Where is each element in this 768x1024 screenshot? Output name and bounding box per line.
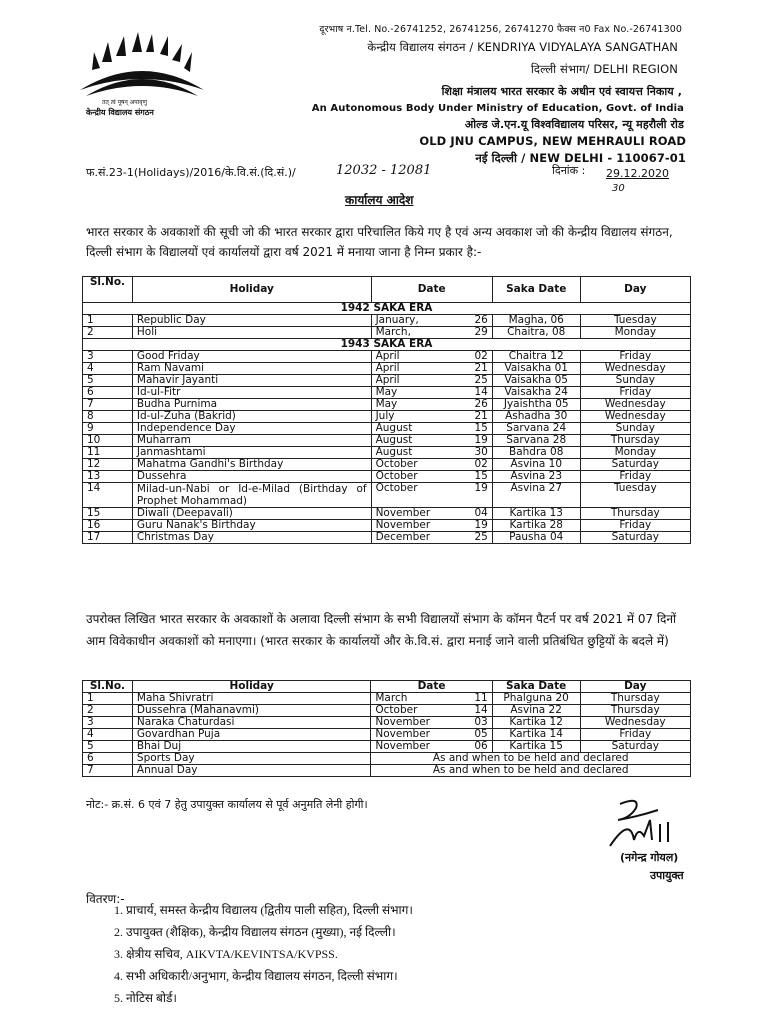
cell-month: April: [371, 363, 470, 375]
cell-weekday: Saturday: [580, 459, 690, 471]
cell-month: October: [371, 483, 470, 508]
cell-weekday: Sunday: [580, 423, 690, 435]
table-row: [83, 705, 691, 717]
cell-saka-date: Sarvana 24: [492, 423, 580, 435]
cell-saka-date: Vaisakha 24: [492, 387, 580, 399]
cell-saka-date: Kartika 15: [492, 741, 580, 753]
city: नई दिल्ली / NEW DELHI - 110067-01: [475, 151, 686, 165]
cell-saka-date: Vaisakha 05: [492, 375, 580, 387]
header-holiday: Holiday: [132, 277, 371, 303]
cell-day-number: 25: [470, 532, 492, 544]
cell-weekday: Saturday: [580, 532, 690, 544]
table-row: [83, 447, 691, 459]
table-row: [83, 765, 691, 777]
header-slno: Sl.No.: [83, 681, 133, 693]
cell-slno: 1: [83, 693, 133, 705]
cell-slno: 10: [83, 435, 133, 447]
table-header-row: [83, 681, 691, 693]
cell-month: August: [371, 447, 470, 459]
handwritten-number: 12032 - 12081: [336, 163, 432, 178]
note: नोट:- क्र.सं. 6 एवं 7 हेतु उपायुक्त कार्यालय से पूर्व अनुमति लेनी होगी।: [86, 798, 368, 811]
cell-month: April: [371, 375, 470, 387]
cell-slno: 12: [83, 459, 133, 471]
kvs-logo: [72, 32, 212, 122]
cell-day-number: 26: [470, 315, 492, 327]
header-slno: Sl.No.: [83, 277, 133, 303]
cell-saka-date: Jyaishtha 05: [492, 399, 580, 411]
cell-holiday: Dussehra (Mahanavmi): [132, 705, 370, 717]
cell-slno: 6: [83, 753, 133, 765]
cell-slno: 11: [83, 447, 133, 459]
org-name: केन्द्रीय विद्यालय संगठन / KENDRIYA VIDYALAYA SANGATHAN: [367, 40, 678, 54]
table-row: [83, 508, 691, 520]
cell-weekday: Thursday: [580, 693, 690, 705]
cell-day-number: 26: [470, 399, 492, 411]
cell-day-number: 14: [470, 387, 492, 399]
cell-weekday: Monday: [580, 447, 690, 459]
cell-holiday: Ram Navami: [132, 363, 371, 375]
cell-holiday: Mahavir Jayanti: [132, 375, 371, 387]
era-label: 1943 SAKA ERA: [83, 339, 691, 351]
logo-tagline: तत् त्वं पूषन् अपावृणु: [102, 99, 147, 106]
cell-month: March: [371, 693, 470, 705]
cell-holiday: Independence Day: [132, 423, 371, 435]
holiday-table-2: [82, 680, 691, 777]
header-holiday: Holiday: [132, 681, 370, 693]
table-row: [83, 375, 691, 387]
ministry-en: An Autonomous Body Under Ministry of Education, Govt. of India: [311, 103, 684, 114]
distribution-item: 2. उपायुक्त (शैक्षिक), केन्द्रीय विद्यालय संगठन (मुख्या), नई दिल्ली।: [126, 924, 686, 940]
cell-month: April: [371, 351, 470, 363]
cell-saka-date: Magha, 06: [492, 315, 580, 327]
table-row: [83, 363, 691, 375]
cell-saka-date: Pausha 04: [492, 532, 580, 544]
cell-holiday: Muharram: [132, 435, 371, 447]
cell-saka-date: Vaisakha 01: [492, 363, 580, 375]
cell-slno: 13: [83, 471, 133, 483]
cell-slno: 3: [83, 717, 133, 729]
cell-month: November: [371, 729, 470, 741]
cell-day-number: 06: [470, 741, 492, 753]
cell-saka-date: Kartika 28: [492, 520, 580, 532]
cell-slno: 16: [83, 520, 133, 532]
cell-holiday: Id-ul-Fitr: [132, 387, 371, 399]
cell-day-number: 04: [470, 508, 492, 520]
date-label: दिनांक :: [552, 164, 586, 177]
cell-holiday: Annual Day: [132, 765, 370, 777]
cell-month: November: [371, 520, 470, 532]
distribution-item: 3. क्षेत्रीय सचिव, AIKVTA/KEVINTSA/KVPSS.: [126, 946, 686, 962]
cell-month: May: [371, 399, 470, 411]
cell-holiday: Milad-un-Nabi or Id-e-Milad (Birthday of Prophet Mohammad): [132, 483, 371, 508]
header-day: Day: [580, 277, 690, 303]
cell-weekday: Friday: [580, 520, 690, 532]
cell-saka-date: Asvina 22: [492, 705, 580, 717]
date-value: 29.12.2020: [606, 167, 669, 180]
header-saka-date: Saka Date: [492, 681, 580, 693]
cell-weekday: Friday: [580, 471, 690, 483]
signatory-name: (नगेन्द्र गोयल): [620, 851, 679, 864]
cell-day-number: 19: [470, 520, 492, 532]
table-row: [83, 387, 691, 399]
cell-slno: 4: [83, 363, 133, 375]
table-row: [83, 520, 691, 532]
sun-emblem-icon: [72, 32, 212, 102]
distribution-item: 1. प्राचार्य, समस्त केन्द्रीय विद्यालय (द्वितीय पाली सहित), दिल्ली संभाग।: [126, 902, 686, 918]
signatory-designation: उपायुक्त: [650, 869, 684, 882]
cell-holiday: Govardhan Puja: [132, 729, 370, 741]
table-row: [83, 459, 691, 471]
cell-day-number: 19: [470, 435, 492, 447]
cell-saka-date: Asvina 27: [492, 483, 580, 508]
cell-weekday: Friday: [580, 387, 690, 399]
cell-day-number: 19: [470, 483, 492, 508]
cell-weekday: Monday: [580, 327, 690, 339]
era-label: 1942 SAKA ERA: [83, 303, 691, 315]
cell-day-number: 05: [470, 729, 492, 741]
cell-weekday: Wednesday: [580, 363, 690, 375]
cell-holiday: Guru Nanak's Birthday: [132, 520, 371, 532]
cell-slno: 7: [83, 765, 133, 777]
era-row: [83, 303, 691, 315]
cell-day-number: 21: [470, 411, 492, 423]
cell-weekday: Thursday: [580, 705, 690, 717]
cell-saka-date: Asvina 23: [492, 471, 580, 483]
cell-day-number: 02: [470, 351, 492, 363]
cell-holiday: Mahatma Gandhi's Birthday: [132, 459, 371, 471]
cell-day-number: 11: [470, 693, 492, 705]
cell-slno: 8: [83, 411, 133, 423]
cell-month: November: [371, 717, 470, 729]
table-row: [83, 471, 691, 483]
table-row: [83, 315, 691, 327]
cell-day-number: 30: [470, 447, 492, 459]
cell-saka-date: Kartika 13: [492, 508, 580, 520]
table-row: [83, 693, 691, 705]
cell-saka-date: Sarvana 28: [492, 435, 580, 447]
cell-slno: 2: [83, 327, 133, 339]
date-note: 30: [612, 183, 625, 194]
cell-weekday: Wednesday: [580, 717, 690, 729]
holiday-table-1: [82, 276, 691, 544]
cell-holiday: Good Friday: [132, 351, 371, 363]
intro-paragraph: भारत सरकार के अवकाशों की सूची जो की भारत सरकार द्वारा परिचालित किये गए है एवं अन्य अवकाश जो की केन्द्रीय विद्यालय संगठन, दिल्ली संभाग के विद्यालयों एवं कार्यालयों द्वारा वर्ष 2021 में मनाया जाना है निम्न प्रकार है:-: [86, 225, 673, 259]
cell-month: October: [371, 459, 470, 471]
table-row: [83, 423, 691, 435]
cell-slno: 15: [83, 508, 133, 520]
address-en: OLD JNU CAMPUS, NEW MEHRAULI ROAD: [419, 134, 686, 148]
cell-month: November: [371, 741, 470, 753]
secondary-paragraph: उपरोक्त लिखित भारत सरकार के अवकाशों के अलावा दिल्ली संभाग के सभी विद्यालयों संभाग के कॉमन पैटर्न पर वर्ष 2021 में 07 दिनों आम विवेकाधीन अवकाशों को मनाएगा। (भारत सरकार के कार्यालयों और के.वि.सं. द्वारा मनाई जाने वाली प्रतिबंधित छुट्टियों के बदले में): [86, 612, 677, 648]
cell-weekday: Wednesday: [580, 399, 690, 411]
table-row: [83, 532, 691, 544]
cell-month: August: [371, 435, 470, 447]
cell-slno: 5: [83, 375, 133, 387]
file-number: फ.सं.23-1(Holidays)/2016/के.वि.सं.(दि.सं.)/: [86, 166, 296, 179]
table-row: [83, 717, 691, 729]
cell-holiday: Sports Day: [132, 753, 370, 765]
cell-saka-date: Ashadha 30: [492, 411, 580, 423]
table-row: [83, 483, 691, 508]
cell-slno: 14: [83, 483, 133, 508]
cell-saka-date: Chaitra 12: [492, 351, 580, 363]
cell-declared-note: As and when to be held and declared: [371, 765, 691, 777]
distribution-item: 5. नोटिस बोर्ड।: [126, 990, 686, 1006]
table-row: [83, 729, 691, 741]
header-date: Date: [371, 681, 492, 693]
distribution-heading: वितरण:-: [86, 892, 125, 906]
cell-holiday: Holi: [132, 327, 371, 339]
header-day: Day: [580, 681, 690, 693]
table-row: [83, 351, 691, 363]
cell-declared-note: As and when to be held and declared: [371, 753, 691, 765]
cell-day-number: 25: [470, 375, 492, 387]
cell-holiday: Christmas Day: [132, 532, 371, 544]
cell-saka-date: Asvina 10: [492, 459, 580, 471]
cell-slno: 9: [83, 423, 133, 435]
cell-holiday: Id-ul-Zuha (Bakrid): [132, 411, 371, 423]
header-date: Date: [371, 277, 492, 303]
region: दिल्ली संभाग/ DELHI REGION: [530, 62, 678, 76]
table-row: [83, 411, 691, 423]
table-row: [83, 741, 691, 753]
cell-saka-date: Kartika 12: [492, 717, 580, 729]
cell-saka-date: Chaitra, 08: [492, 327, 580, 339]
cell-holiday: Bhai Duj: [132, 741, 370, 753]
cell-slno: 7: [83, 399, 133, 411]
cell-month: October: [371, 471, 470, 483]
distribution-item: 4. सभी अधिकारी/अनुभाग, केन्द्रीय विद्यालय संगठन, दिल्ली संभाग।: [126, 968, 686, 984]
cell-day-number: 14: [470, 705, 492, 717]
cell-slno: 2: [83, 705, 133, 717]
cell-day-number: 21: [470, 363, 492, 375]
cell-holiday: Naraka Chaturdasi: [132, 717, 370, 729]
cell-slno: 4: [83, 729, 133, 741]
table-row: [83, 327, 691, 339]
cell-weekday: Thursday: [580, 435, 690, 447]
ministry-hi: शिक्षा मंत्रालय भारत सरकार के अधीन एवं स्वायत्त निकाय ,: [441, 85, 682, 98]
address-hi: ओल्ड जे.एन.यू विश्वविद्यालय परिसर, न्यू महरौली रोड: [464, 118, 684, 131]
cell-month: July: [371, 411, 470, 423]
cell-weekday: Tuesday: [580, 483, 690, 508]
cell-month: January,: [371, 315, 470, 327]
cell-day-number: 15: [470, 423, 492, 435]
cell-holiday: Dussehra: [132, 471, 371, 483]
cell-holiday: Budha Purnima: [132, 399, 371, 411]
header-saka-date: Saka Date: [492, 277, 580, 303]
signature-icon: [600, 796, 690, 856]
cell-holiday: Diwali (Deepavali): [132, 508, 371, 520]
cell-holiday: Republic Day: [132, 315, 371, 327]
logo-name: केन्द्रीय विद्यालय संगठन: [86, 108, 154, 117]
cell-weekday: Friday: [580, 351, 690, 363]
cell-weekday: Saturday: [580, 741, 690, 753]
cell-month: December: [371, 532, 470, 544]
cell-day-number: 15: [470, 471, 492, 483]
cell-saka-date: Bahdra 08: [492, 447, 580, 459]
cell-month: March,: [371, 327, 470, 339]
cell-holiday: Janmashtami: [132, 447, 371, 459]
cell-weekday: Sunday: [580, 375, 690, 387]
era-row: [83, 339, 691, 351]
cell-weekday: Wednesday: [580, 411, 690, 423]
distribution-list: [96, 902, 686, 1012]
cell-month: May: [371, 387, 470, 399]
table-row: [83, 399, 691, 411]
cell-weekday: Tuesday: [580, 315, 690, 327]
cell-slno: 17: [83, 532, 133, 544]
cell-slno: 3: [83, 351, 133, 363]
cell-weekday: Friday: [580, 729, 690, 741]
page-title: कार्यालय आदेश: [345, 193, 414, 207]
table-header-row: [83, 277, 691, 303]
cell-slno: 5: [83, 741, 133, 753]
cell-weekday: Thursday: [580, 508, 690, 520]
cell-holiday: Maha Shivratri: [132, 693, 370, 705]
cell-day-number: 02: [470, 459, 492, 471]
cell-slno: 6: [83, 387, 133, 399]
table-row: [83, 435, 691, 447]
tel-line: दूरभाष न.Tel. No.-26741252, 26741256, 26741270 फैक्स न0 Fax No.-26741300: [319, 24, 682, 35]
cell-slno: 1: [83, 315, 133, 327]
cell-month: October: [371, 705, 470, 717]
cell-saka-date: Phalguna 20: [492, 693, 580, 705]
cell-day-number: 29: [470, 327, 492, 339]
table-row: [83, 753, 691, 765]
cell-month: August: [371, 423, 470, 435]
cell-month: November: [371, 508, 470, 520]
cell-day-number: 03: [470, 717, 492, 729]
cell-saka-date: Kartika 14: [492, 729, 580, 741]
